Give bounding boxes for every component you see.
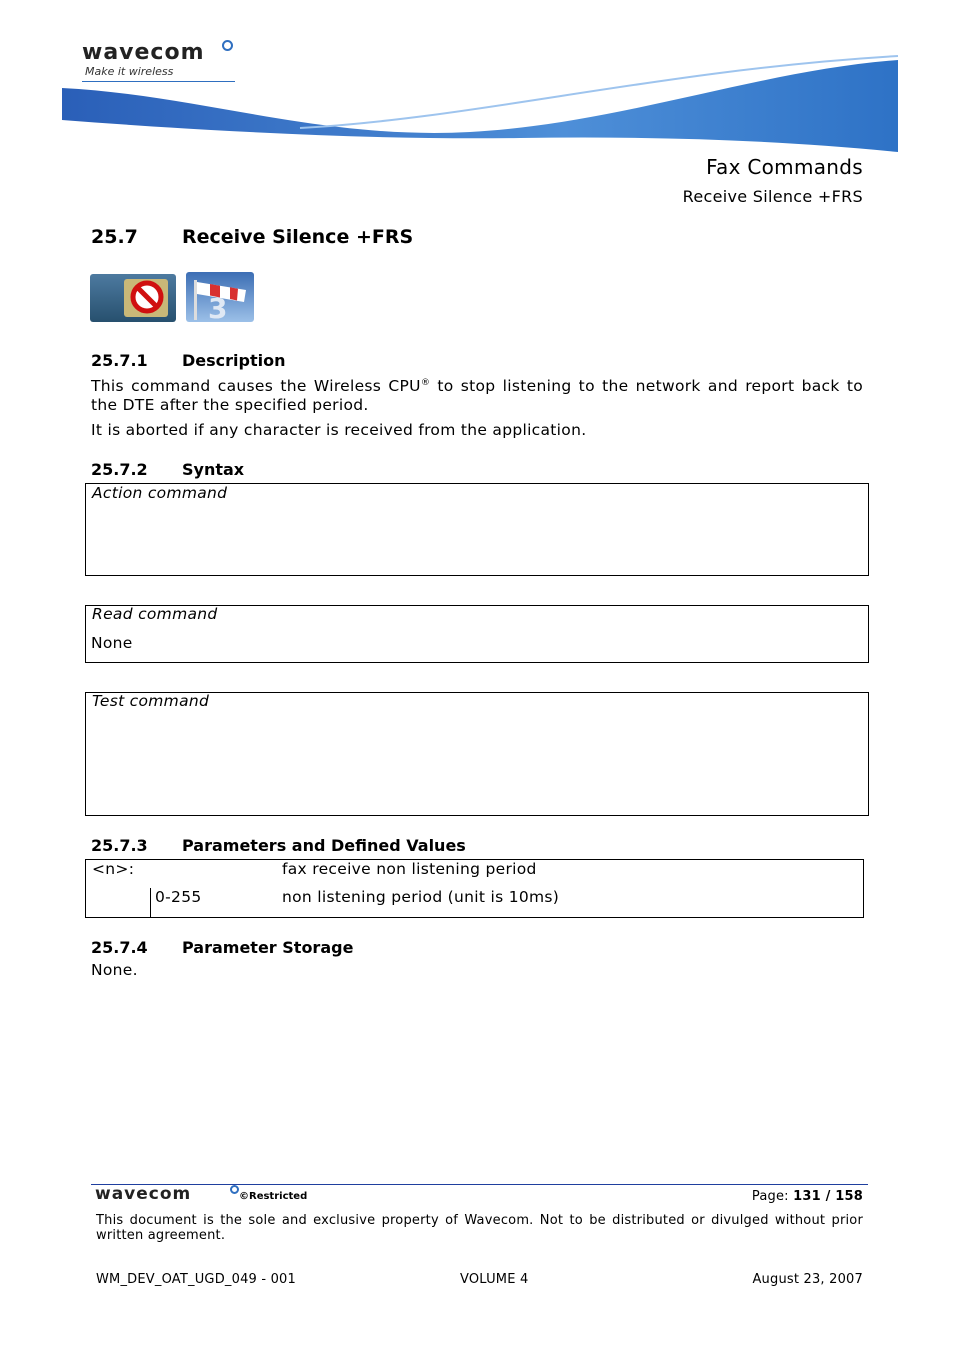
- param-value-description: non listening period (unit is 10ms): [282, 888, 560, 906]
- syntax-heading: Syntax: [182, 460, 245, 479]
- page-label: Page:: [751, 1189, 794, 1204]
- description-number: 25.7.1: [91, 351, 148, 370]
- action-command-box: [85, 483, 869, 576]
- section-running-title: Receive Silence +FRS: [682, 187, 863, 206]
- test-command-label: Test command: [92, 692, 210, 710]
- wavecom-logo: wavecom: [82, 40, 205, 65]
- section-title: Receive Silence +FRS: [182, 226, 414, 248]
- storage-heading: Parameter Storage: [182, 938, 354, 957]
- chapter-title: Fax Commands: [706, 155, 863, 179]
- test-command-box: [85, 692, 869, 816]
- syntax-number: 25.7.2: [91, 460, 148, 479]
- pin-code-not-required-icon: [90, 274, 176, 322]
- windsock-class-3-icon: [186, 272, 254, 322]
- parameters-table: [85, 859, 864, 918]
- registered-mark: ®: [420, 378, 431, 388]
- description-text-a: This command causes the Wireless CPU: [91, 377, 421, 396]
- footer-wavecom-logo: wavecom: [95, 1184, 192, 1204]
- read-command-box: [85, 605, 869, 663]
- class-badge: 3: [208, 292, 228, 322]
- footer-logo-swirl-icon: [230, 1185, 239, 1194]
- read-command-label: Read command: [92, 605, 218, 623]
- description-text-b: to stop listening to the network and report back to the DTE after the specified period.: [91, 377, 864, 415]
- param-name: <n>:: [92, 860, 135, 878]
- document-id: WM_DEV_OAT_UGD_049 - 001: [96, 1272, 296, 1287]
- restricted-label: ©Restricted: [239, 1191, 308, 1202]
- storage-text: None.: [91, 961, 138, 979]
- description-paragraph-2: It is aborted if any character is received from the application.: [91, 421, 587, 439]
- header: [0, 0, 954, 215]
- action-command-label: Action command: [92, 484, 228, 502]
- footer-rule: [91, 1184, 868, 1185]
- section-number: 25.7: [91, 226, 138, 248]
- param-value: 0-255: [155, 888, 202, 906]
- tagline: Make it wireless: [85, 65, 174, 78]
- param-description: fax receive non listening period: [282, 860, 537, 878]
- ownership-notice: This document is the sole and exclusive property of Wavecom. Not to be distributed or divulged without prior written agreement.: [96, 1213, 863, 1243]
- page-current: 131: [793, 1189, 821, 1204]
- header-wave: [0, 0, 954, 160]
- value-divider: [150, 888, 151, 918]
- page-separator: /: [820, 1189, 836, 1204]
- document-date: August 23, 2007: [752, 1272, 863, 1287]
- volume-label: VOLUME 4: [460, 1272, 529, 1287]
- read-command-value: None: [91, 634, 133, 652]
- storage-number: 25.7.4: [91, 938, 148, 957]
- description-heading: Description: [182, 351, 286, 370]
- page-total: 158: [835, 1189, 863, 1204]
- page-number: [752, 1189, 863, 1204]
- description-paragraph-1: [91, 374, 863, 415]
- parameters-number: 25.7.3: [91, 836, 148, 855]
- parameters-heading: Parameters and Defined Values: [182, 836, 466, 855]
